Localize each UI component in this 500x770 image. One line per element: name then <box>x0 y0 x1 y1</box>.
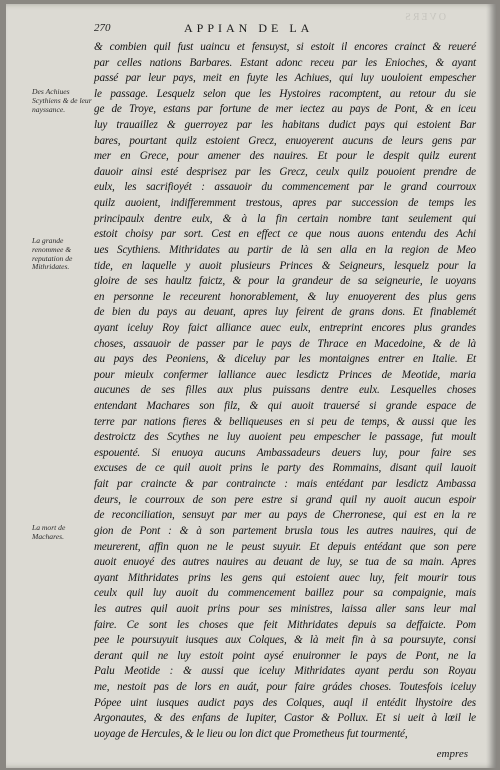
text-line: aucunes de ses filles aux plus puissans dentre eulx. Lesquelles choses <box>94 384 476 397</box>
text-line: pee le poursuyuit iusques aux Colques, & là meit fin à sa poursuyte, consi <box>94 634 476 647</box>
text-line: deurs, le courroux de son pere estre si grand quil ny auoit aucun espoir <box>94 493 476 506</box>
text-line: & combien quil fust uaincu et fensuyst, si estoit il encores crainct & reueré <box>94 41 476 53</box>
text-line: passé par leur pays, meit en fuyte les Achiues, qui luy uouloient empescher <box>94 72 476 85</box>
text-line: fait par craincte & par contraincte : mais entédant par lesdictz Ambassa <box>94 478 476 491</box>
text-line: derant quil ne luy estoit point aysé enuironner le pays de Pont, ne la <box>94 649 476 662</box>
text-line: de reconciliation, sensuyt par mer au pays de Cherronese, qui est en la re <box>94 509 476 522</box>
text-line: destroictz des Scythes ne luy auoient peu empescher le passage, fut moult <box>94 431 476 444</box>
page-number: 270 <box>94 22 111 34</box>
page-edge-shadow <box>486 4 496 768</box>
text-line: ayant Mithridates prins les gens qui estoient auec luy, feit mourir tous <box>94 571 476 584</box>
margin-note-machares: La mort de Machares. <box>32 523 66 541</box>
text-line: le passage. Lesquelz selon que les Hystoires racomptent, au retour du sie <box>94 87 476 100</box>
book-page <box>6 4 496 768</box>
text-line: estoit choisy par sort. Cest en effect ce que nous auons entendu des Achi <box>94 228 476 241</box>
text-line: espouenté. Si enuoya aucuns Ambassadeurs deuers luy, pour faire ses <box>94 446 476 459</box>
text-line: de bien du pays au deuant, apres luy feirent de grans dons. Et finablemét <box>94 306 476 319</box>
text-line: Argonautes, & des enfans de Iupiter, Castor & Pollux. Et si ueit à lœil le <box>94 712 476 725</box>
text-line: terre par nations fieres & belliqueuses en si peu de temps, & aussi que les <box>94 415 476 428</box>
text-line: ayant iceluy Roy faict alliance auec eulx, entreprint encores plus grandes <box>94 321 476 334</box>
margin-note-mithridates: La grande renommee & reputation de Mithridates. <box>32 236 73 272</box>
text-line: ge de Troye, estans par fortune de mer iectez au pays de Pont, & en iceu <box>94 103 476 116</box>
catchword: empres <box>436 748 468 760</box>
text-line: tide, en laquelle y auoit plusieurs Princes & Seigneurs, lesquelz pour la <box>94 259 476 272</box>
text-line: ceulx quil luy auoit du commencement baillez pour sa compaignie, mais <box>94 587 476 600</box>
text-line: mer en Grece, pour amener des nauires. Et pour le despit quilz eurent <box>94 150 476 163</box>
text-line: gion de Pont : & à son partement brusla tous les autres nauires, qui de <box>94 524 476 537</box>
text-line: me, nestoit pas de lors en auát, pour faire grádes choses. Toutesfois iceluy <box>94 680 476 693</box>
text-line: luy trauaillez & guerroyez par les habitans dudict pays qui estoient Bar <box>94 119 476 132</box>
margin-note-achiues: Des Achiues Scythiens & de leur nayssance. <box>32 87 92 114</box>
running-head: APPIAN DE LA <box>184 21 314 35</box>
text-line: excuses de ce quil auoit prins le party des Rommains, disant quil lauoit <box>94 462 476 475</box>
text-line: meurerent, affin quon ne le peust suyuir. Et depuis entédant que son pere <box>94 540 476 553</box>
body-text <box>94 40 476 742</box>
text-line: par celles nations Barbares. Estant adonc receu par les Enioches, & ayant <box>94 56 476 69</box>
show-through-text: OVERS <box>403 12 446 23</box>
text-line: faire. Ce sont les choses que feit Mithridates depuis sa deffaicte. Pom <box>94 618 476 631</box>
text-line: Pópee uint iusques audict pays des Colques, auql il entédit lhystoire des <box>94 696 476 709</box>
text-line: en personne le receurent honorablement, & luy enuoyerent des plus gens <box>94 290 476 303</box>
text-line: Palu Meotide : & aussi que iceluy Mithridates ayant perdu son Royau <box>94 665 476 678</box>
text-line: dauoir ainsi esté desprisez par les Grecz, ceulx quilz pouoient prendre de <box>94 165 476 178</box>
text-line: au pays des Peoniens, & diceluy par les montaignes entrer en Italie. Et <box>94 353 476 366</box>
text-line: auoit enuoyé des autres nauires au deuant de luy, se tua de sa main. Apres <box>94 556 476 569</box>
text-line: uoyage de Hercules, & le lieu ou lon dict que Prometheus fut tourmenté, <box>94 727 408 740</box>
text-line: quilz auoient, indifferemment trestous, apres par succession de temps les <box>94 197 476 210</box>
text-line: bares, pourtant quilz estoient Grecz, enuoyerent aucuns de leurs gens par <box>94 134 476 147</box>
text-line: eulx, les sacrifioyét : assauoir du commencement par le grand courroux <box>94 181 476 194</box>
text-line: gloire de ses haultz faictz, & pour la grandeur de sa seigneurie, le uoyans <box>94 275 476 288</box>
text-line: entendant Machares son filz, & qui auoit trauersé si grande espace de <box>94 400 476 413</box>
text-line: les autres quil auoit prins pour ses ministres, laissa aller sans leur mal <box>94 602 476 615</box>
text-line: principaulx dentre eulx, & à la fin certain nombre tant seulement qui <box>94 212 476 225</box>
text-line: ues Scythiens. Mithridates au partir de là sen alla en la region de Meo <box>94 243 476 256</box>
text-line: pour mieulx confermer lalliance auec lesdictz Princes de Meotide, maria <box>94 368 476 381</box>
text-line: choses, assauoir de passer par le pays de Thrace en Macedoine, & de là <box>94 337 476 350</box>
